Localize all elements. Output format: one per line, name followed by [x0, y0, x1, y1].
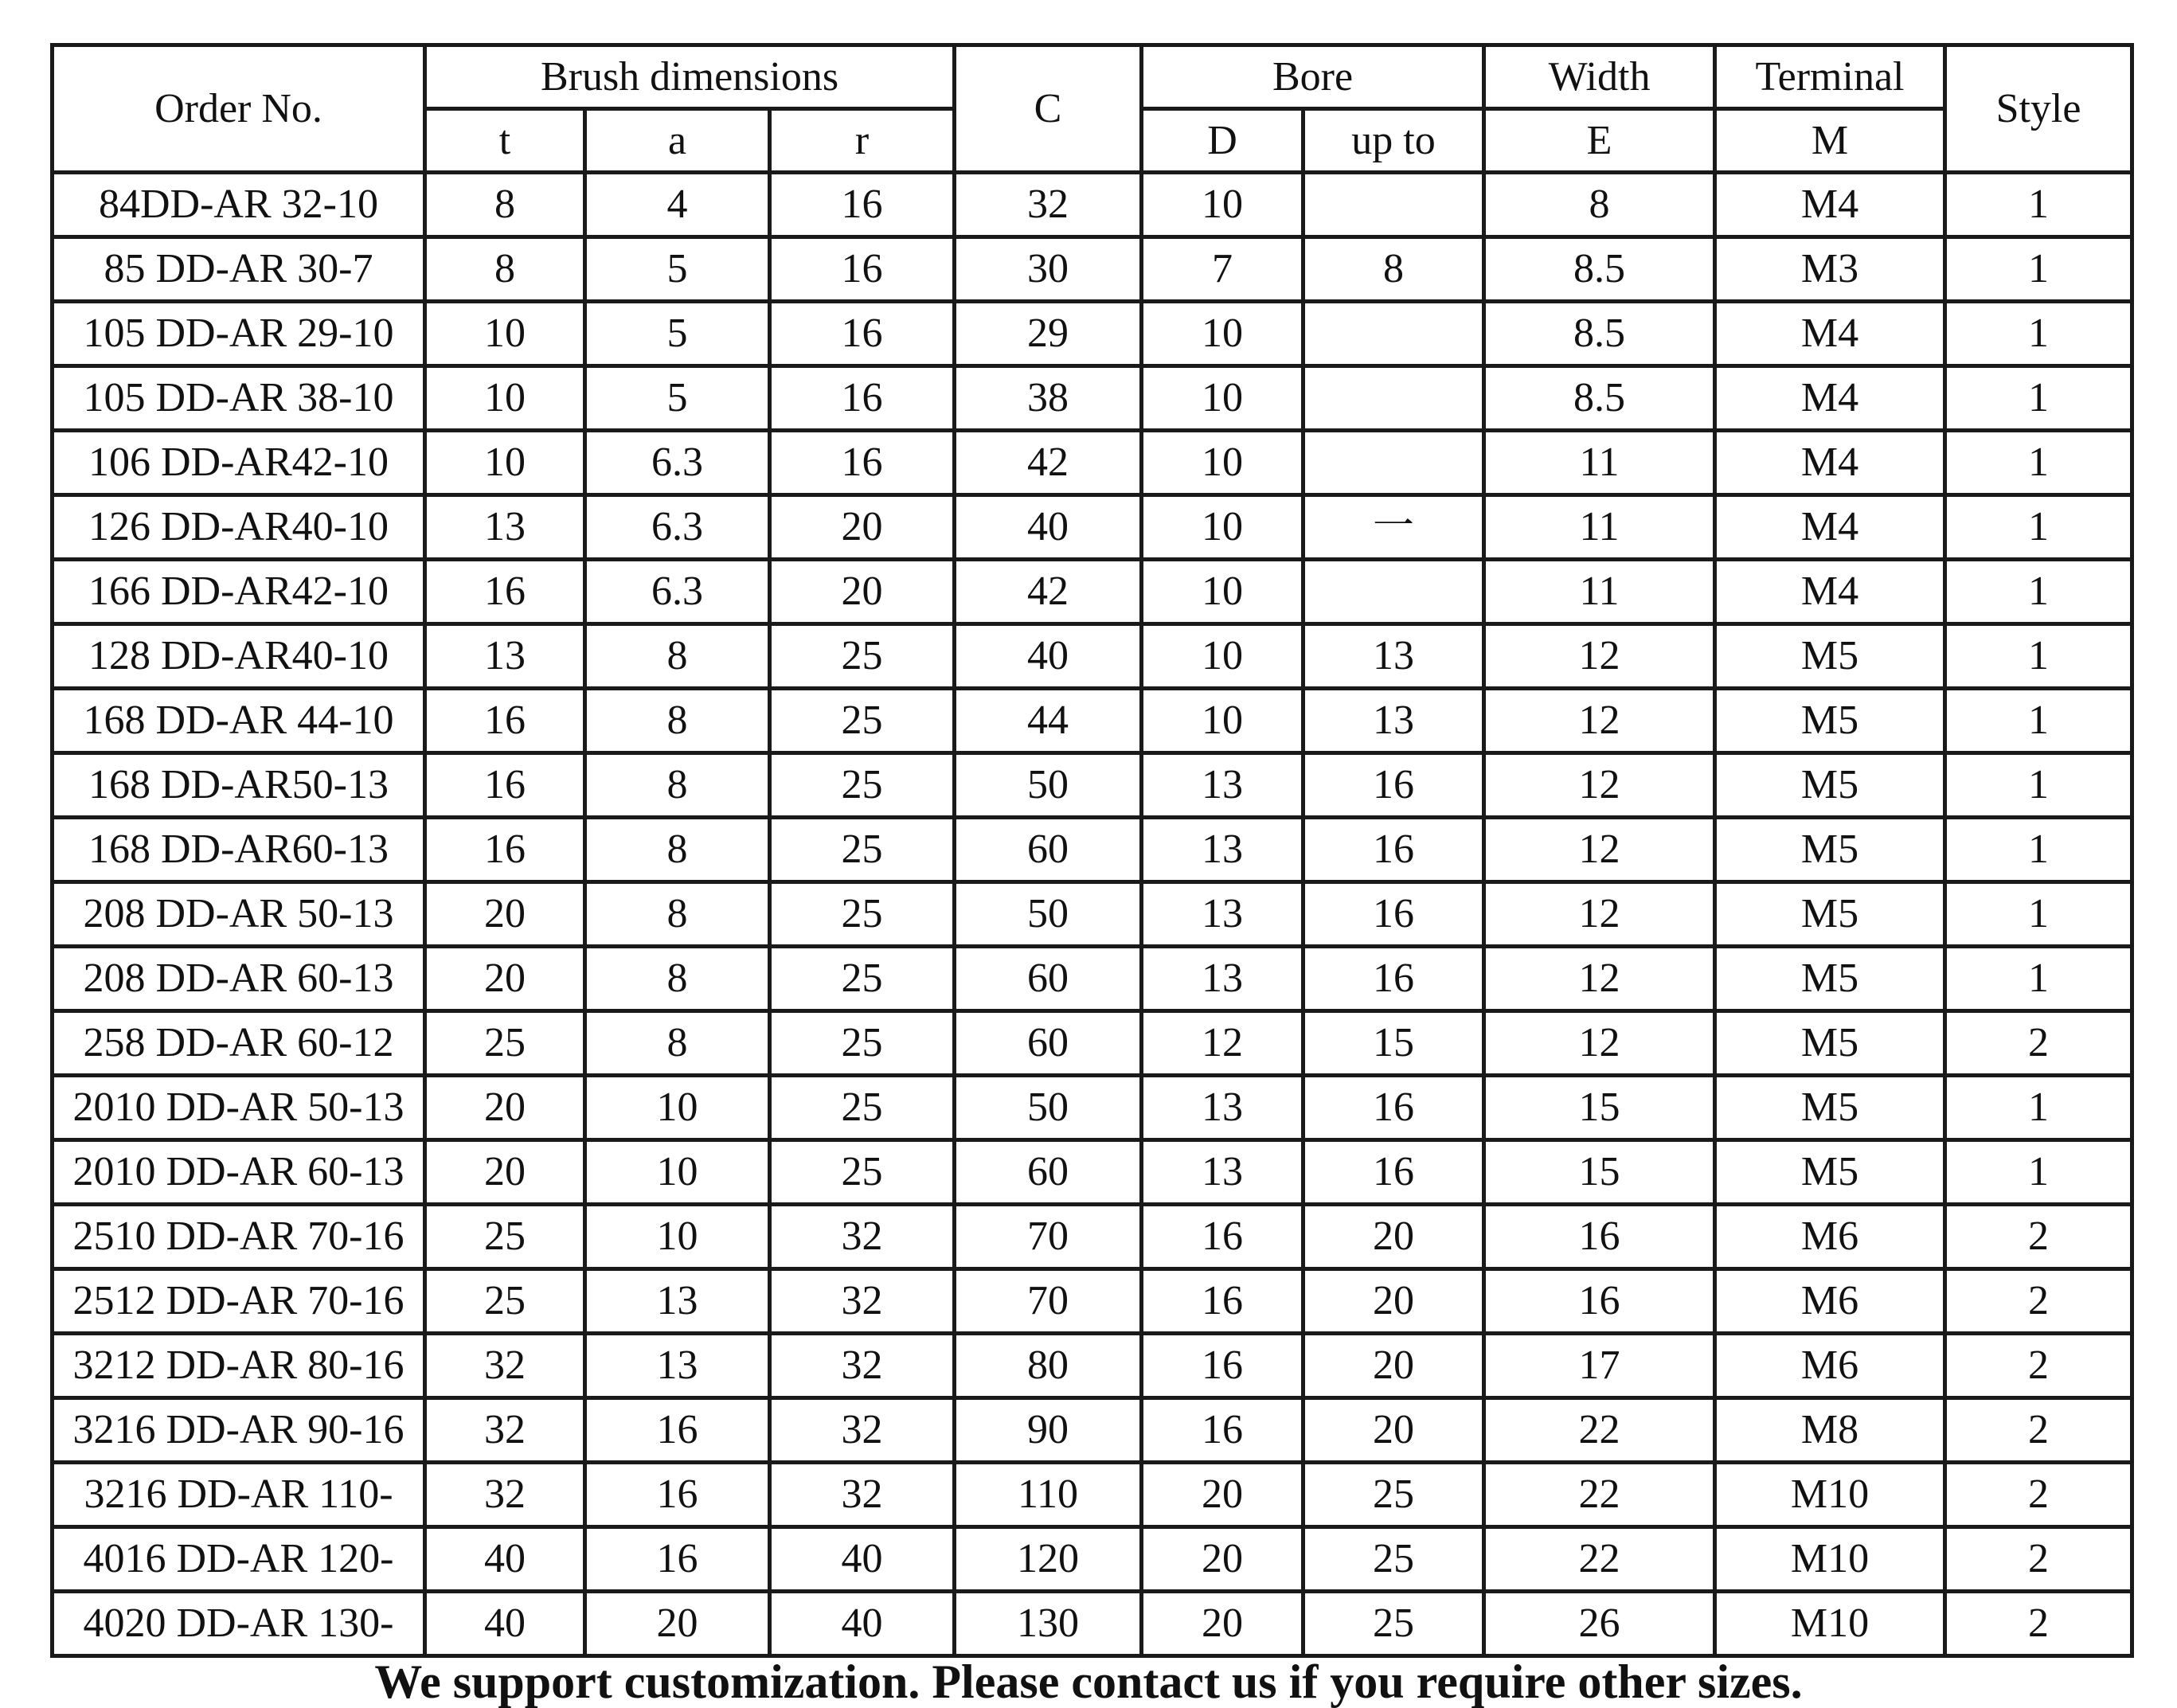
cell-m: M10	[1715, 1592, 1945, 1656]
cell-r: 20	[770, 495, 955, 560]
cell-r: 40	[770, 1592, 955, 1656]
header-r: r	[770, 109, 955, 173]
cell-r: 25	[770, 753, 955, 818]
table-row	[53, 495, 2132, 560]
cell-d: 10	[1142, 560, 1303, 624]
cell-d: 13	[1142, 882, 1303, 947]
cell-t: 40	[425, 1592, 585, 1656]
table-row	[53, 818, 2132, 882]
cell-t: 8	[425, 237, 585, 302]
cell-a: 5	[585, 302, 770, 366]
cell-c: 60	[955, 818, 1142, 882]
cell-style: 2	[1945, 1592, 2132, 1656]
cell-c: 50	[955, 1076, 1142, 1140]
table-row	[53, 560, 2132, 624]
cell-e: 11	[1484, 431, 1715, 495]
cell-t: 40	[425, 1527, 585, 1592]
cell-r: 25	[770, 947, 955, 1011]
cell-c: 60	[955, 1140, 1142, 1205]
cell-m: M4	[1715, 173, 1945, 237]
cell-d: 10	[1142, 431, 1303, 495]
cell-order-no: 106 DD-AR42-10	[53, 431, 425, 495]
cell-a: 6.3	[585, 431, 770, 495]
cell-a: 20	[585, 1592, 770, 1656]
cell-r: 25	[770, 818, 955, 882]
cell-e: 22	[1484, 1527, 1715, 1592]
header-order-no: Order No.	[53, 45, 425, 173]
cell-c: 70	[955, 1269, 1142, 1334]
cell-r: 20	[770, 560, 955, 624]
table-row	[53, 1463, 2132, 1527]
cell-up-to	[1303, 366, 1484, 431]
cell-e: 12	[1484, 689, 1715, 753]
cell-style: 1	[1945, 560, 2132, 624]
cell-c: 90	[955, 1398, 1142, 1463]
cell-up-to: 20	[1303, 1205, 1484, 1269]
cell-up-to	[1303, 173, 1484, 237]
cell-a: 8	[585, 1011, 770, 1076]
cell-r: 25	[770, 1011, 955, 1076]
cell-m: M6	[1715, 1334, 1945, 1398]
cell-m: M6	[1715, 1205, 1945, 1269]
cell-m: M4	[1715, 560, 1945, 624]
header-width: Width	[1484, 45, 1715, 109]
cell-d: 20	[1142, 1463, 1303, 1527]
table-row	[53, 1592, 2132, 1656]
cell-a: 10	[585, 1076, 770, 1140]
cell-r: 32	[770, 1398, 955, 1463]
cell-style: 1	[1945, 431, 2132, 495]
cell-t: 16	[425, 560, 585, 624]
cell-t: 8	[425, 173, 585, 237]
cell-e: 12	[1484, 882, 1715, 947]
cell-d: 7	[1142, 237, 1303, 302]
cell-d: 20	[1142, 1592, 1303, 1656]
cell-up-to: 一	[1303, 495, 1484, 560]
table-row	[53, 689, 2132, 753]
cell-c: 70	[955, 1205, 1142, 1269]
cell-d: 13	[1142, 1140, 1303, 1205]
cell-style: 1	[1945, 173, 2132, 237]
header-a: a	[585, 109, 770, 173]
cell-order-no: 166 DD-AR42-10	[53, 560, 425, 624]
cell-e: 17	[1484, 1334, 1715, 1398]
cell-order-no: 126 DD-AR40-10	[53, 495, 425, 560]
cell-t: 10	[425, 302, 585, 366]
cell-a: 8	[585, 753, 770, 818]
table-row	[53, 431, 2132, 495]
header-style: Style	[1945, 45, 2132, 173]
cell-d: 13	[1142, 1076, 1303, 1140]
cell-e: 11	[1484, 495, 1715, 560]
cell-c: 130	[955, 1592, 1142, 1656]
cell-a: 6.3	[585, 495, 770, 560]
cell-e: 12	[1484, 1011, 1715, 1076]
cell-r: 25	[770, 882, 955, 947]
cell-a: 5	[585, 237, 770, 302]
cell-m: M10	[1715, 1463, 1945, 1527]
cell-t: 13	[425, 495, 585, 560]
cell-a: 5	[585, 366, 770, 431]
cell-style: 2	[1945, 1269, 2132, 1334]
cell-a: 10	[585, 1205, 770, 1269]
cell-t: 16	[425, 818, 585, 882]
cell-m: M5	[1715, 818, 1945, 882]
cell-r: 32	[770, 1334, 955, 1398]
cell-order-no: 2010 DD-AR 50-13	[53, 1076, 425, 1140]
cell-style: 1	[1945, 882, 2132, 947]
cell-order-no: 2010 DD-AR 60-13	[53, 1140, 425, 1205]
cell-up-to	[1303, 560, 1484, 624]
cell-up-to: 16	[1303, 882, 1484, 947]
cell-order-no: 168 DD-AR50-13	[53, 753, 425, 818]
cell-e: 12	[1484, 624, 1715, 689]
cell-d: 16	[1142, 1334, 1303, 1398]
cell-d: 10	[1142, 495, 1303, 560]
cell-up-to: 25	[1303, 1527, 1484, 1592]
cell-c: 110	[955, 1463, 1142, 1527]
cell-a: 13	[585, 1334, 770, 1398]
cell-m: M4	[1715, 366, 1945, 431]
table-row	[53, 237, 2132, 302]
cell-e: 22	[1484, 1398, 1715, 1463]
cell-r: 16	[770, 237, 955, 302]
cell-e: 8.5	[1484, 366, 1715, 431]
cell-r: 25	[770, 689, 955, 753]
cell-order-no: 85 DD-AR 30-7	[53, 237, 425, 302]
cell-a: 16	[585, 1398, 770, 1463]
cell-style: 1	[1945, 947, 2132, 1011]
cell-r: 25	[770, 1076, 955, 1140]
cell-a: 8	[585, 882, 770, 947]
cell-c: 60	[955, 947, 1142, 1011]
cell-t: 16	[425, 689, 585, 753]
cell-d: 16	[1142, 1398, 1303, 1463]
cell-up-to: 20	[1303, 1398, 1484, 1463]
brush-spec-table	[50, 43, 2134, 1658]
cell-order-no: 4020 DD-AR 130-	[53, 1592, 425, 1656]
table-body	[53, 173, 2132, 1656]
cell-e: 12	[1484, 947, 1715, 1011]
header-c: C	[955, 45, 1142, 173]
cell-a: 8	[585, 624, 770, 689]
cell-r: 16	[770, 302, 955, 366]
table-row	[53, 1334, 2132, 1398]
cell-order-no: 258 DD-AR 60-12	[53, 1011, 425, 1076]
table-row	[53, 624, 2132, 689]
cell-up-to	[1303, 302, 1484, 366]
cell-up-to: 20	[1303, 1334, 1484, 1398]
cell-a: 16	[585, 1527, 770, 1592]
cell-a: 16	[585, 1463, 770, 1527]
cell-c: 42	[955, 560, 1142, 624]
cell-up-to: 16	[1303, 1140, 1484, 1205]
cell-r: 25	[770, 1140, 955, 1205]
cell-c: 38	[955, 366, 1142, 431]
cell-c: 40	[955, 495, 1142, 560]
cell-c: 40	[955, 624, 1142, 689]
cell-style: 1	[1945, 624, 2132, 689]
cell-style: 1	[1945, 1140, 2132, 1205]
cell-c: 50	[955, 882, 1142, 947]
cell-up-to: 8	[1303, 237, 1484, 302]
cell-t: 13	[425, 624, 585, 689]
cell-c: 50	[955, 753, 1142, 818]
table-row	[53, 1398, 2132, 1463]
cell-order-no: 3212 DD-AR 80-16	[53, 1334, 425, 1398]
cell-style: 2	[1945, 1205, 2132, 1269]
cell-d: 12	[1142, 1011, 1303, 1076]
cell-a: 8	[585, 947, 770, 1011]
cell-order-no: 208 DD-AR 60-13	[53, 947, 425, 1011]
cell-order-no: 105 DD-AR 29-10	[53, 302, 425, 366]
table-row	[53, 1011, 2132, 1076]
cell-up-to: 20	[1303, 1269, 1484, 1334]
cell-m: M5	[1715, 1076, 1945, 1140]
spec-table-container	[50, 43, 2130, 1658]
cell-d: 16	[1142, 1205, 1303, 1269]
cell-t: 20	[425, 1076, 585, 1140]
cell-e: 8	[1484, 173, 1715, 237]
table-row	[53, 1140, 2132, 1205]
cell-e: 15	[1484, 1140, 1715, 1205]
cell-style: 2	[1945, 1334, 2132, 1398]
cell-m: M3	[1715, 237, 1945, 302]
cell-t: 25	[425, 1205, 585, 1269]
cell-r: 40	[770, 1527, 955, 1592]
header-terminal: Terminal	[1715, 45, 1945, 109]
table-row	[53, 947, 2132, 1011]
cell-up-to: 15	[1303, 1011, 1484, 1076]
cell-d: 10	[1142, 173, 1303, 237]
cell-a: 10	[585, 1140, 770, 1205]
cell-m: M5	[1715, 689, 1945, 753]
cell-d: 10	[1142, 624, 1303, 689]
cell-style: 2	[1945, 1398, 2132, 1463]
cell-m: M5	[1715, 1011, 1945, 1076]
table-row	[53, 366, 2132, 431]
table-row	[53, 1205, 2132, 1269]
cell-order-no: 3216 DD-AR 110-	[53, 1463, 425, 1527]
cell-e: 8.5	[1484, 302, 1715, 366]
cell-e: 12	[1484, 818, 1715, 882]
header-up-to: up to	[1303, 109, 1484, 173]
cell-c: 60	[955, 1011, 1142, 1076]
cell-d: 20	[1142, 1527, 1303, 1592]
cell-up-to: 13	[1303, 624, 1484, 689]
header-e: E	[1484, 109, 1715, 173]
cell-style: 1	[1945, 302, 2132, 366]
cell-e: 22	[1484, 1463, 1715, 1527]
cell-order-no: 3216 DD-AR 90-16	[53, 1398, 425, 1463]
cell-e: 16	[1484, 1269, 1715, 1334]
cell-e: 26	[1484, 1592, 1715, 1656]
cell-d: 13	[1142, 753, 1303, 818]
cell-m: M8	[1715, 1398, 1945, 1463]
cell-up-to: 16	[1303, 818, 1484, 882]
cell-e: 12	[1484, 753, 1715, 818]
cell-t: 25	[425, 1011, 585, 1076]
cell-d: 10	[1142, 689, 1303, 753]
cell-order-no: 4016 DD-AR 120-	[53, 1527, 425, 1592]
cell-order-no: 105 DD-AR 38-10	[53, 366, 425, 431]
cell-up-to: 16	[1303, 753, 1484, 818]
cell-e: 16	[1484, 1205, 1715, 1269]
cell-d: 16	[1142, 1269, 1303, 1334]
cell-order-no: 168 DD-AR 44-10	[53, 689, 425, 753]
cell-e: 8.5	[1484, 237, 1715, 302]
table-row	[53, 173, 2132, 237]
cell-r: 32	[770, 1269, 955, 1334]
cell-d: 10	[1142, 302, 1303, 366]
header-brush-dimensions: Brush dimensions	[425, 45, 955, 109]
cell-a: 6.3	[585, 560, 770, 624]
cell-a: 4	[585, 173, 770, 237]
cell-t: 32	[425, 1463, 585, 1527]
cell-c: 32	[955, 173, 1142, 237]
cell-order-no: 168 DD-AR60-13	[53, 818, 425, 882]
header-bore: Bore	[1142, 45, 1484, 109]
cell-style: 1	[1945, 689, 2132, 753]
cell-m: M5	[1715, 624, 1945, 689]
cell-e: 11	[1484, 560, 1715, 624]
cell-t: 20	[425, 882, 585, 947]
cell-m: M4	[1715, 302, 1945, 366]
cell-r: 16	[770, 366, 955, 431]
cell-a: 13	[585, 1269, 770, 1334]
cell-a: 8	[585, 818, 770, 882]
cell-c: 44	[955, 689, 1142, 753]
cell-e: 15	[1484, 1076, 1715, 1140]
cell-t: 10	[425, 431, 585, 495]
cell-r: 32	[770, 1463, 955, 1527]
cell-order-no: 2512 DD-AR 70-16	[53, 1269, 425, 1334]
cell-order-no: 208 DD-AR 50-13	[53, 882, 425, 947]
cell-up-to: 16	[1303, 947, 1484, 1011]
cell-style: 2	[1945, 1011, 2132, 1076]
cell-order-no: 2510 DD-AR 70-16	[53, 1205, 425, 1269]
table-row	[53, 1076, 2132, 1140]
cell-m: M5	[1715, 882, 1945, 947]
cell-c: 29	[955, 302, 1142, 366]
cell-m: M6	[1715, 1269, 1945, 1334]
table-row	[53, 753, 2132, 818]
cell-order-no: 128 DD-AR40-10	[53, 624, 425, 689]
cell-c: 80	[955, 1334, 1142, 1398]
table-row	[53, 1527, 2132, 1592]
cell-t: 32	[425, 1334, 585, 1398]
cell-up-to: 25	[1303, 1463, 1484, 1527]
cell-up-to: 25	[1303, 1592, 1484, 1656]
cell-a: 8	[585, 689, 770, 753]
cell-c: 30	[955, 237, 1142, 302]
cell-r: 16	[770, 431, 955, 495]
cell-m: M4	[1715, 431, 1945, 495]
cell-d: 10	[1142, 366, 1303, 431]
cell-style: 2	[1945, 1527, 2132, 1592]
cell-m: M5	[1715, 1140, 1945, 1205]
cell-up-to: 13	[1303, 689, 1484, 753]
cell-t: 20	[425, 947, 585, 1011]
cell-d: 13	[1142, 947, 1303, 1011]
header-m: M	[1715, 109, 1945, 173]
cell-m: M10	[1715, 1527, 1945, 1592]
cell-m: M4	[1715, 495, 1945, 560]
cell-t: 16	[425, 753, 585, 818]
cell-up-to: 16	[1303, 1076, 1484, 1140]
cell-t: 32	[425, 1398, 585, 1463]
cell-m: M5	[1715, 947, 1945, 1011]
cell-m: M5	[1715, 753, 1945, 818]
cell-style: 1	[1945, 818, 2132, 882]
header-t: t	[425, 109, 585, 173]
cell-c: 120	[955, 1527, 1142, 1592]
cell-style: 2	[1945, 1463, 2132, 1527]
header-row-top	[53, 45, 2132, 109]
cell-style: 1	[1945, 753, 2132, 818]
cell-t: 20	[425, 1140, 585, 1205]
cell-style: 1	[1945, 495, 2132, 560]
table-row	[53, 1269, 2132, 1334]
customization-note: We support customization. Please contact us if you require other sizes.	[374, 1655, 1803, 1708]
cell-c: 42	[955, 431, 1142, 495]
cell-r: 16	[770, 173, 955, 237]
cell-t: 10	[425, 366, 585, 431]
cell-d: 13	[1142, 818, 1303, 882]
cell-r: 25	[770, 624, 955, 689]
cell-style: 1	[1945, 366, 2132, 431]
cell-order-no: 84DD-AR 32-10	[53, 173, 425, 237]
cell-up-to	[1303, 431, 1484, 495]
cell-t: 25	[425, 1269, 585, 1334]
cell-r: 32	[770, 1205, 955, 1269]
table-row	[53, 882, 2132, 947]
header-d: D	[1142, 109, 1303, 173]
cell-style: 1	[1945, 1076, 2132, 1140]
table-row	[53, 302, 2132, 366]
cell-style: 1	[1945, 237, 2132, 302]
